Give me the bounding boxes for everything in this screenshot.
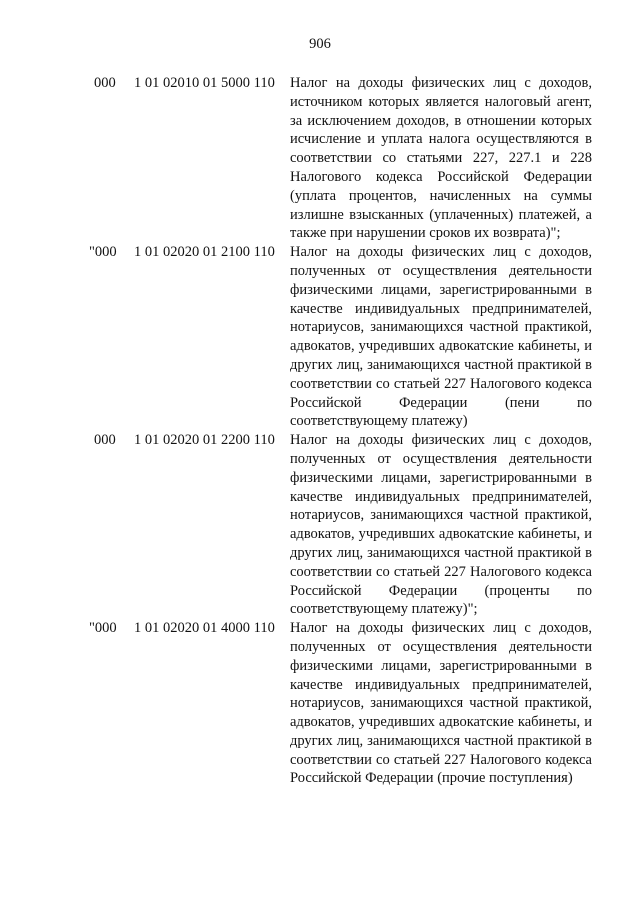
- page-number: 906: [309, 36, 331, 52]
- income-description: Налог на доходы физических лиц с доходов, полученных от осуществления деятельности физическими лицами, зарегистрированными в качестве индивидуальных предпринимателей, нотариусов, занимающихся частной практикой, адвокатов, учредивших адвокатские кабинеты, и других лиц, занимающихся частной практикой в соответствии со статьей 227 Налогового кодекса Российской Федерации (проценты по соответствующему платежу)";: [290, 432, 592, 618]
- budget-classification-code: 1 01 02020 01 2200 110: [134, 432, 275, 449]
- income-description: Налог на доходы физических лиц с доходов, полученных от осуществления деятельности физическими лицами, зарегистрированными в качестве индивидуальных предпринимателей, нотариусов, занимающихся частной практикой, адвокатов, учредивших адвокатские кабинеты, и других лиц, занимающихся частной практикой в соответствии со статьей 227 Налогового кодекса Российской Федерации (прочие поступления): [290, 620, 592, 787]
- budget-classification-code: 1 01 02020 01 2100 110: [134, 244, 275, 261]
- budget-code-entry: [0, 243, 640, 431]
- budget-code-list: [0, 74, 640, 788]
- administrator-code: 000: [94, 75, 116, 91]
- administrator-code: 000: [94, 432, 116, 449]
- budget-classification-code: 1 01 02010 01 5000 110: [134, 75, 275, 91]
- budget-code-entry: [0, 619, 640, 788]
- budget-code-entry: [0, 431, 640, 619]
- budget-code-entry: [0, 74, 640, 243]
- administrator-code: "000: [89, 620, 117, 637]
- income-description: Налог на доходы физических лиц с доходов, источником которых является налоговый агент, за исключением доходов, в отношении которых исчисление и уплата налога осуществляются в соответствии со статьями 227, 227.1 и 228 Налогового кодекса Российской Федерации (уплата процентов, начисленных на суммы излишне взысканных (уплаченных) платежей, а также при нарушении сроков их возврата)";: [290, 75, 592, 242]
- administrator-code: "000: [89, 244, 117, 261]
- income-description: Налог на доходы физических лиц с доходов, полученных от осуществления деятельности физическими лицами, зарегистрированными в качестве индивидуальных предпринимателей, нотариусов, занимающихся частной практикой, адвокатов, учредивших адвокатские кабинеты, и других лиц, занимающихся частной практикой в соответствии со статьей 227 Налогового кодекса Российской Федерации (пени по соответствующему платежу): [290, 244, 592, 430]
- budget-classification-code: 1 01 02020 01 4000 110: [134, 620, 275, 637]
